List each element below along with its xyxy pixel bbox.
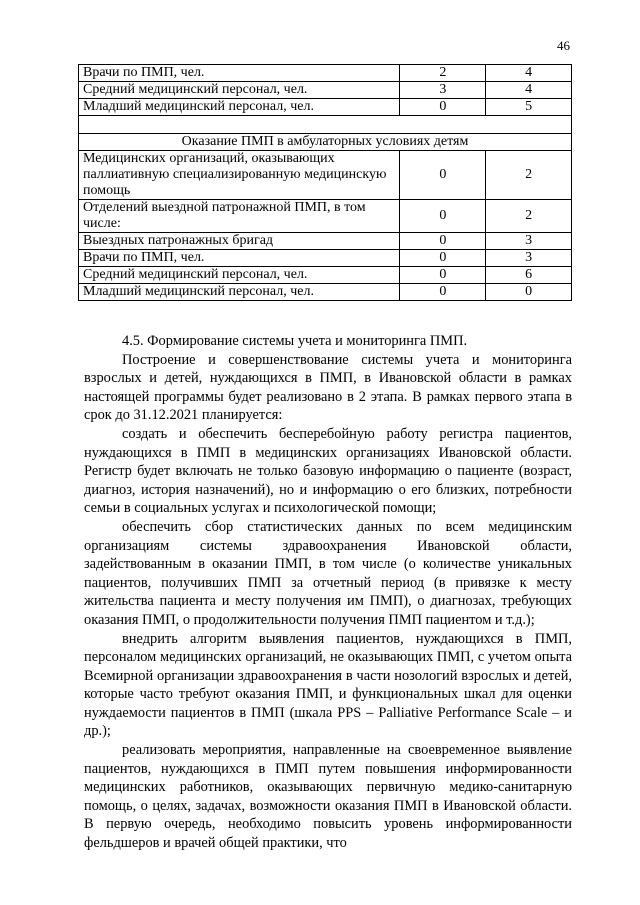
value-cell-1: 0: [400, 200, 486, 233]
row-label: Средний медицинский персонал, чел.: [79, 267, 400, 284]
value-cell-1: 0: [400, 267, 486, 284]
empty-cell: [79, 116, 572, 134]
value-cell-1: 2: [400, 65, 486, 82]
value-cell-2: 5: [486, 99, 572, 116]
row-label: Выездных патронажных бригад: [79, 233, 400, 250]
value-cell-2: 4: [486, 82, 572, 99]
value-cell-2: 2: [486, 151, 572, 200]
value-cell-2: 2: [486, 200, 572, 233]
value-cell-1: 0: [400, 250, 486, 267]
value-cell-2: 6: [486, 267, 572, 284]
paragraph: реализовать мероприятия, направленные на своевременное выявление пациентов, нуждающихся в ПМП путем повышения информированности медицинских работников, оказывающих первичную медико-санитарную помощь, о целях, задачах, возможности оказания ПМП в Ивановской области. В первую очередь, необходимо повысить уровень информированности фельдшеров и врачей общей практики, что: [84, 742, 572, 852]
value-cell-1: 0: [400, 284, 486, 301]
row-label: Младший медицинский персонал, чел.: [79, 99, 400, 116]
empty-row: [79, 116, 572, 134]
table-row: [79, 233, 572, 250]
section-row: [79, 134, 572, 151]
body-text: [84, 332, 572, 853]
table-row: [79, 200, 572, 233]
page-number: 46: [557, 38, 570, 53]
value-cell-2: 0: [486, 284, 572, 301]
value-cell-1: 3: [400, 82, 486, 99]
table-row: [79, 65, 572, 82]
row-label: Врачи по ПМП, чел.: [79, 250, 400, 267]
table-row: [79, 267, 572, 284]
value-cell-1: 0: [400, 151, 486, 200]
section-heading: 4.5. Формирование системы учета и мониторинга ПМП.: [122, 333, 468, 349]
paragraph: создать и обеспечить бесперебойную работу регистра пациентов, нуждающихся в ПМП в медицинских организациях Ивановской области. Регистр будет включать не только базовую информацию о пациенте (возраст, диагноз, история назначений), но и информацию о его близких, потребности семьи в социальных услугах и психологической помощи;: [84, 425, 572, 517]
value-cell-1: 0: [400, 233, 486, 250]
table-row: [79, 151, 572, 200]
row-label: Средний медицинский персонал, чел.: [79, 82, 400, 99]
row-label: Медицинских организаций, оказывающих паллиативную специализированную медицинскую помощь: [79, 151, 400, 200]
value-cell-1: 0: [400, 99, 486, 116]
table-row: [79, 99, 572, 116]
table-row: [79, 82, 572, 99]
row-label: Отделений выездной патронажной ПМП, в том числе:: [79, 200, 400, 233]
row-label: Врачи по ПМП, чел.: [79, 65, 400, 82]
staffing-table: [78, 64, 572, 301]
section-title: Оказание ПМП в амбулаторных условиях детям: [79, 134, 572, 151]
paragraph: Построение и совершенствование системы учета и мониторинга взрослых и детей, нуждающихся в ПМП, в Ивановской области в рамках настоящей программы будет реализовано в 2 этапа. В рамках первого этапа в срок до 31.12.2021 планируется:: [84, 351, 572, 424]
value-cell-2: 4: [486, 65, 572, 82]
paragraph: внедрить алгоритм выявления пациентов, нуждающихся в ПМП, персоналом медицинских организаций, не оказывающих ПМП, с учетом опыта Всемирной организации здравоохранения в части нозологий взрослых и детей, которые часто требуют оказания ПМП, и функциональных шкал для оценки нуждаемости пациентов в ПМП (шкала PPS – Palliative Performance Scale – и др.);: [84, 630, 572, 740]
value-cell-2: 3: [486, 250, 572, 267]
row-label: Младший медицинский персонал, чел.: [79, 284, 400, 301]
table-row: [79, 250, 572, 267]
table-row: [79, 284, 572, 301]
paragraph: обеспечить сбор статистических данных по всем медицинским организациям системы здравоохранения Ивановской области, задействованным в оказании ПМП, в том числе (о количестве уникальных пациентов, получивших ПМП за отчетный период (в привязке к месту жительства пациента и месту получения им ПМП), о диагнозах, требующих оказания ПМП, о продолжительности получения ПМП пациентом и т.д.);: [84, 518, 572, 628]
value-cell-2: 3: [486, 233, 572, 250]
